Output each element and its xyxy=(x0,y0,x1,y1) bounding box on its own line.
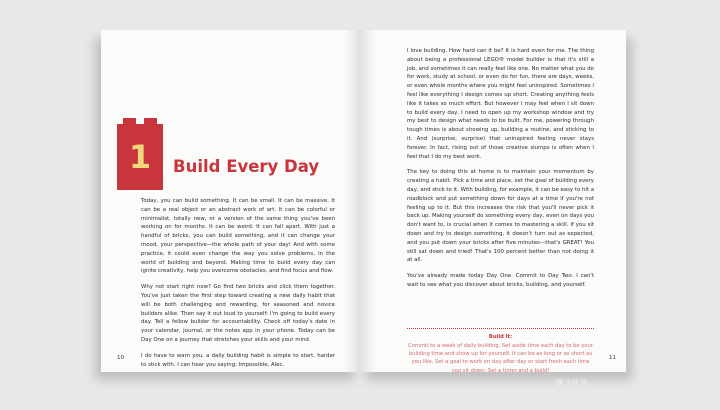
right-body-text xyxy=(407,47,594,297)
paragraph: The key to doing this at home is to maintain your momentum by creating a habit. Pick a time and place, set the goal of building every day, and stick to it. With building, for example, it can be easy to hit a roadblock and put something down for days at a time if you're not feeling up to it. But this increases the risk that you'll never pick it back up. Making yourself do something every day, even on days you don't want to, is crucial when it comes to mastering a skill. If you sit down and try to design something, it doesn't turn out as expected, and you put down your bricks after five minutes—that's GREAT! You still sat down and tried! That's 100 percent better than not doing it at all. xyxy=(407,169,594,264)
build-it-title: Build It: xyxy=(488,334,513,340)
paragraph: Why not start right now? Go find two bricks and click them together. You've just taken the first step toward creating a new daily habit that will be both challenging and rewarding, for seasoned and novice builders alike. Then say it out loud to yourself: I'm going to build every day. Tell a fellow builder for accountability. Check off today's date in your calendar, journal, or the notes app in your phone. Today can be Day One on a journey that stretches your skills and your mind. xyxy=(141,284,335,343)
paragraph: I do have to warn you, a daily building habit is simple to start, harder to stick with. I can hear you saying: Impossible, Alec. xyxy=(141,352,335,368)
left-body-text xyxy=(141,197,335,372)
paragraph: You've already made today Day One. Commit to Day Two. I can't wait to see what you discover about bricks, building, and yourself. xyxy=(407,273,594,288)
paragraph: I love building. How hard can it be? It is hard even for me. The thing about being a professional LEGO® model builder is that it's still a job, and sometimes it can really feel like one. No matter what you do for work, study at school, or even do for fun, there are days, weeks, or even whole months where you might feel uninspired. Sometimes I feel like everything I design comes up short. Creating anything feels like it takes so much effort. But however I may feel when I sit down to build every day, I need to open up my workshop window and try my best to design what needs to be built. For me, powering through tough times is about showing up, building a routine, and sticking to it. And (surprise, surprise) that uninspired feeling never stays forever. In fact, rising out of those creative slumps is often when I feel that I do my best work. xyxy=(407,48,594,160)
gutter-shadow xyxy=(360,30,376,372)
left-page xyxy=(101,30,360,372)
chapter-brick-badge xyxy=(117,124,163,190)
page-number: 11 xyxy=(609,355,616,361)
chapter-title: Build Every Day xyxy=(173,157,320,176)
build-it-text: Commit to a week of daily building. Set aside time each day to be your building time and show up for yourself. It can be as long or as short as you like. Set a goal to work on day after day or start fresh each time you sit down. Set a timer and a build! xyxy=(408,343,593,372)
brick-stud xyxy=(123,118,136,125)
chapter-number: 1 xyxy=(128,138,152,176)
paragraph: Today, you can build something. It can be small. It can be massive. It can be a real object or an abstract work of art. It can be colorful or minimalist, totally new, or a version of the same thing you've been working on for months. It can be weird. It can fall apart. With just a handful of bricks, you can build something, and it can change your mood, your perspective—the whole path of your day! And with some practice, it could even change the way you solve problems, in the world of building and beyond. Making time to build every day can ignite creativity, help you overcome obstacles, and find focus and flow. xyxy=(141,198,335,275)
brick-stud xyxy=(144,118,157,125)
gutter-shadow xyxy=(344,30,360,372)
page-number: 10 xyxy=(117,355,124,361)
build-it-box xyxy=(407,328,594,372)
right-page xyxy=(360,30,626,372)
watermark: @ 小红书 xyxy=(556,378,587,386)
